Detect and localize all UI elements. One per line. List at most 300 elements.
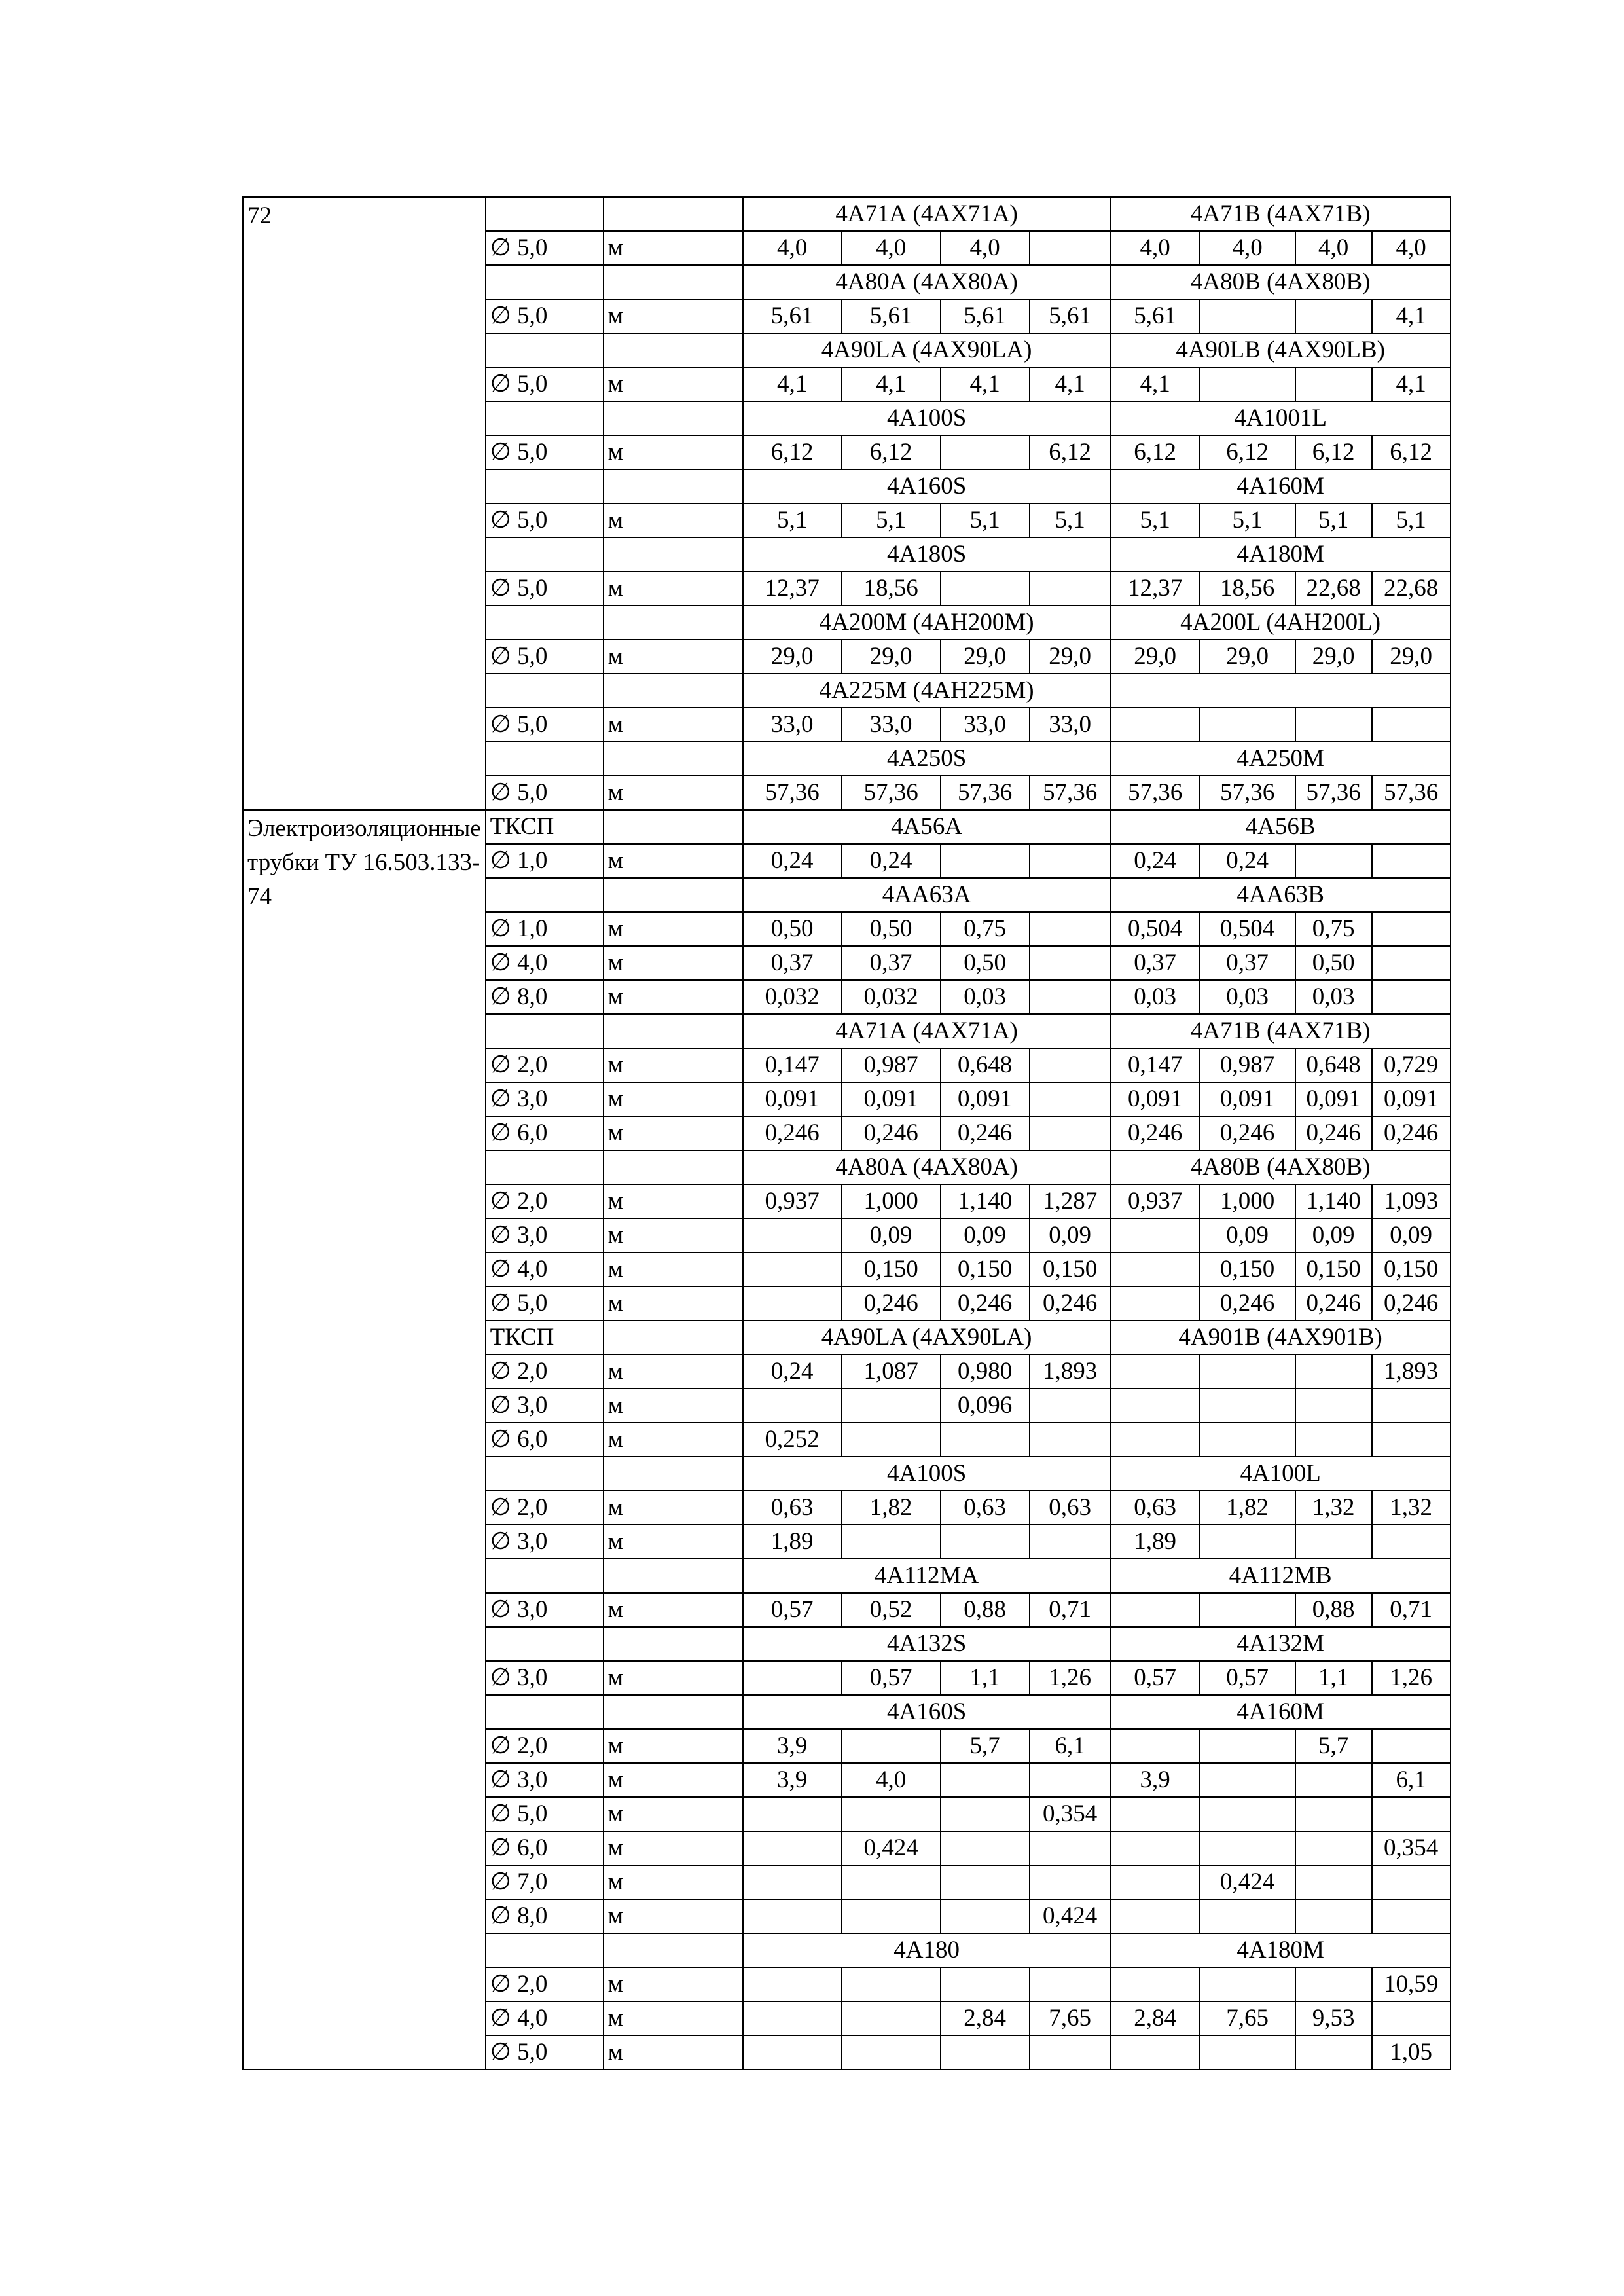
value-cell: 5,7 <box>941 1729 1030 1763</box>
value-cell: 3,9 <box>1111 1763 1200 1797</box>
unit-cell: м <box>604 1525 743 1559</box>
value-cell: 0,354 <box>1372 1831 1451 1865</box>
value-cell <box>941 572 1030 606</box>
diameter-cell: ∅ 5,0 <box>486 299 604 333</box>
value-cell <box>1200 1831 1295 1865</box>
diameter-cell <box>486 742 604 776</box>
value-cell: 29,0 <box>1200 640 1295 674</box>
value-cell: 0,246 <box>1200 1116 1295 1150</box>
diameter-cell <box>486 1933 604 1967</box>
unit-cell: м <box>604 367 743 401</box>
value-cell: 0,032 <box>842 980 941 1014</box>
value-cell: 0,09 <box>1295 1218 1372 1252</box>
value-cell <box>941 1423 1030 1457</box>
value-cell <box>1111 708 1200 742</box>
motor-type-right: 4А132М <box>1111 1627 1451 1661</box>
diameter-cell: ∅ 5,0 <box>486 640 604 674</box>
unit-cell <box>604 197 743 231</box>
diameter-cell: ∅ 4,0 <box>486 946 604 980</box>
value-cell: 0,57 <box>743 1593 842 1627</box>
value-cell <box>1372 1389 1451 1423</box>
value-cell: 0,937 <box>743 1184 842 1218</box>
motor-type-left: 4А180S <box>743 538 1111 572</box>
value-cell: 0,091 <box>941 1082 1030 1116</box>
value-cell <box>743 1252 842 1286</box>
value-cell <box>1295 1763 1372 1797</box>
value-cell <box>1030 1763 1111 1797</box>
value-cell: 4,1 <box>842 367 941 401</box>
value-cell <box>743 1967 842 2001</box>
unit-cell: м <box>604 1491 743 1525</box>
value-cell <box>1111 1729 1200 1763</box>
diameter-cell: ∅ 2,0 <box>486 1967 604 2001</box>
value-cell: 0,50 <box>1295 946 1372 980</box>
value-cell <box>1200 1423 1295 1457</box>
value-cell: 0,150 <box>941 1252 1030 1286</box>
value-cell <box>1030 844 1111 878</box>
motor-type-left: 4А56А <box>743 810 1111 844</box>
diameter-cell: ∅ 5,0 <box>486 1797 604 1831</box>
value-cell: 0,147 <box>1111 1048 1200 1082</box>
unit-cell: м <box>604 912 743 946</box>
value-cell <box>743 1899 842 1933</box>
motor-type-right: 4А80В (4АХ80В) <box>1111 1150 1451 1184</box>
value-cell: 0,24 <box>743 1355 842 1389</box>
value-cell: 1,32 <box>1372 1491 1451 1525</box>
material-cell: Электроизоляционные трубки ТУ 16.503.133-74 <box>243 810 486 2069</box>
value-cell <box>1030 980 1111 1014</box>
value-cell: 4,1 <box>743 367 842 401</box>
diameter-cell <box>486 878 604 912</box>
value-cell <box>842 1865 941 1899</box>
unit-cell: м <box>604 2035 743 2069</box>
diameter-cell: ∅ 6,0 <box>486 1831 604 1865</box>
value-cell <box>941 1797 1030 1831</box>
unit-cell <box>604 265 743 299</box>
diameter-cell <box>486 674 604 708</box>
value-cell: 5,1 <box>1200 503 1295 538</box>
diameter-cell: ∅ 5,0 <box>486 708 604 742</box>
value-cell: 0,150 <box>1372 1252 1451 1286</box>
material-cell: 72 <box>243 197 486 810</box>
value-cell <box>1372 1525 1451 1559</box>
diameter-cell: ∅ 5,0 <box>486 1286 604 1321</box>
diameter-cell <box>486 1014 604 1048</box>
value-cell: 1,140 <box>941 1184 1030 1218</box>
diameter-cell: ∅ 8,0 <box>486 980 604 1014</box>
value-cell <box>1200 367 1295 401</box>
diameter-cell: ∅ 2,0 <box>486 1184 604 1218</box>
value-cell <box>1030 1525 1111 1559</box>
value-cell <box>1295 1797 1372 1831</box>
value-cell <box>1030 1423 1111 1457</box>
value-cell: 1,26 <box>1030 1661 1111 1695</box>
value-cell <box>1111 2035 1200 2069</box>
value-cell: 0,091 <box>1295 1082 1372 1116</box>
value-cell: 57,36 <box>1030 776 1111 810</box>
value-cell: 0,50 <box>842 912 941 946</box>
motor-type-left: 4А225М (4АН225М) <box>743 674 1111 708</box>
value-cell <box>1030 1389 1111 1423</box>
unit-cell <box>604 1150 743 1184</box>
value-cell <box>1111 1218 1200 1252</box>
value-cell: 0,246 <box>1372 1286 1451 1321</box>
diameter-cell: ∅ 1,0 <box>486 844 604 878</box>
value-cell: 22,68 <box>1372 572 1451 606</box>
unit-cell: м <box>604 1355 743 1389</box>
value-cell: 0,091 <box>743 1082 842 1116</box>
motor-type-right: 4А180М <box>1111 538 1451 572</box>
value-cell <box>842 1389 941 1423</box>
unit-cell: м <box>604 1729 743 1763</box>
diameter-cell <box>486 401 604 435</box>
value-cell <box>1030 912 1111 946</box>
value-cell: 1,000 <box>1200 1184 1295 1218</box>
value-cell: 0,246 <box>1111 1116 1200 1150</box>
value-cell: 0,246 <box>1295 1116 1372 1150</box>
motor-type-left: 4А180 <box>743 1933 1111 1967</box>
diameter-cell <box>486 1695 604 1729</box>
motor-type-right: 4А250М <box>1111 742 1451 776</box>
motor-type-right: 4А1001L <box>1111 401 1451 435</box>
value-cell <box>1200 1967 1295 2001</box>
unit-cell: м <box>604 1252 743 1286</box>
value-cell: 0,24 <box>1200 844 1295 878</box>
value-cell: 0,03 <box>1295 980 1372 1014</box>
unit-cell: м <box>604 231 743 265</box>
value-cell <box>1372 708 1451 742</box>
value-cell <box>1372 1729 1451 1763</box>
unit-cell: м <box>604 946 743 980</box>
value-cell: 0,032 <box>743 980 842 1014</box>
unit-cell <box>604 1627 743 1661</box>
diameter-cell: ∅ 2,0 <box>486 1048 604 1082</box>
value-cell: 0,03 <box>941 980 1030 1014</box>
unit-cell: м <box>604 503 743 538</box>
value-cell <box>1372 1797 1451 1831</box>
value-cell: 4,0 <box>743 231 842 265</box>
value-cell: 5,7 <box>1295 1729 1372 1763</box>
value-cell: 3,9 <box>743 1763 842 1797</box>
value-cell: 57,36 <box>1295 776 1372 810</box>
value-cell: 1,89 <box>743 1525 842 1559</box>
value-cell <box>941 1525 1030 1559</box>
value-cell: 0,987 <box>1200 1048 1295 1082</box>
value-cell: 0,246 <box>1200 1286 1295 1321</box>
motor-type-left: 4А100S <box>743 1457 1111 1491</box>
value-cell <box>941 435 1030 469</box>
value-cell: 0,75 <box>1295 912 1372 946</box>
unit-cell: м <box>604 1831 743 1865</box>
value-cell <box>1295 1525 1372 1559</box>
value-cell: 0,09 <box>1200 1218 1295 1252</box>
value-cell: 0,246 <box>1372 1116 1451 1150</box>
motor-type-right: 4А80В (4АХ80В) <box>1111 265 1451 299</box>
value-cell: 6,1 <box>1030 1729 1111 1763</box>
value-cell: 0,09 <box>842 1218 941 1252</box>
diameter-cell: ∅ 5,0 <box>486 776 604 810</box>
value-cell: 5,1 <box>1030 503 1111 538</box>
motor-type-left: 4А200М (4АН200М) <box>743 606 1111 640</box>
value-cell <box>1111 1967 1200 2001</box>
value-cell: 0,504 <box>1200 912 1295 946</box>
diameter-cell <box>486 265 604 299</box>
value-cell: 0,71 <box>1372 1593 1451 1627</box>
value-cell <box>1295 1967 1372 2001</box>
diameter-cell: ∅ 5,0 <box>486 435 604 469</box>
value-cell <box>1295 1389 1372 1423</box>
unit-cell: м <box>604 1763 743 1797</box>
unit-cell <box>604 1014 743 1048</box>
diameter-cell <box>486 1150 604 1184</box>
diameter-cell: ТКСП <box>486 1321 604 1355</box>
value-cell <box>1200 1763 1295 1797</box>
diameter-cell: ∅ 5,0 <box>486 231 604 265</box>
value-cell: 1,093 <box>1372 1184 1451 1218</box>
unit-cell <box>604 1559 743 1593</box>
value-cell: 12,37 <box>1111 572 1200 606</box>
value-cell: 57,36 <box>1200 776 1295 810</box>
value-cell: 57,36 <box>743 776 842 810</box>
unit-cell <box>604 742 743 776</box>
value-cell <box>1030 1116 1111 1150</box>
value-cell: 0,091 <box>1372 1082 1451 1116</box>
unit-cell: м <box>604 1389 743 1423</box>
value-cell: 1,1 <box>941 1661 1030 1695</box>
value-cell: 18,56 <box>842 572 941 606</box>
motor-type-left: 4АА63А <box>743 878 1111 912</box>
value-cell: 0,24 <box>842 844 941 878</box>
value-cell <box>1295 1355 1372 1389</box>
diameter-cell <box>486 538 604 572</box>
value-cell <box>743 1865 842 1899</box>
value-cell: 4,0 <box>1372 231 1451 265</box>
unit-cell: м <box>604 1593 743 1627</box>
value-cell: 1,82 <box>842 1491 941 1525</box>
value-cell: 0,091 <box>842 1082 941 1116</box>
value-cell <box>1111 1355 1200 1389</box>
value-cell: 0,252 <box>743 1423 842 1457</box>
value-cell <box>1372 2001 1451 2035</box>
value-cell <box>1111 1831 1200 1865</box>
motor-type-left: 4А132S <box>743 1627 1111 1661</box>
unit-cell <box>604 1457 743 1491</box>
value-cell: 4,1 <box>1030 367 1111 401</box>
value-cell <box>1200 708 1295 742</box>
value-cell: 29,0 <box>941 640 1030 674</box>
value-cell <box>1200 1797 1295 1831</box>
value-cell: 57,36 <box>1372 776 1451 810</box>
value-cell: 29,0 <box>1111 640 1200 674</box>
value-cell: 1,05 <box>1372 2035 1451 2069</box>
motor-type-right: 4А71В (4АХ71В) <box>1111 197 1451 231</box>
value-cell: 57,36 <box>941 776 1030 810</box>
value-cell: 0,150 <box>1295 1252 1372 1286</box>
value-cell: 4,1 <box>1372 299 1451 333</box>
motor-type-left: 4А160S <box>743 1695 1111 1729</box>
motor-type-right: 4А90LB (4AX90LB) <box>1111 333 1451 367</box>
diameter-cell <box>486 1627 604 1661</box>
value-cell: 0,52 <box>842 1593 941 1627</box>
value-cell: 5,1 <box>842 503 941 538</box>
value-cell: 1,087 <box>842 1355 941 1389</box>
value-cell: 0,150 <box>842 1252 941 1286</box>
motor-type-right: 4А200L (4АН200L) <box>1111 606 1451 640</box>
value-cell: 0,729 <box>1372 1048 1451 1082</box>
value-cell: 0,88 <box>941 1593 1030 1627</box>
unit-cell: м <box>604 299 743 333</box>
value-cell: 33,0 <box>743 708 842 742</box>
motor-type-left: 4А90LA (4AX90LA) <box>743 333 1111 367</box>
unit-cell <box>604 674 743 708</box>
value-cell <box>743 2035 842 2069</box>
value-cell <box>1200 1593 1295 1627</box>
value-cell: 0,03 <box>1200 980 1295 1014</box>
value-cell: 0,246 <box>743 1116 842 1150</box>
value-cell: 0,09 <box>1372 1218 1451 1252</box>
value-cell: 3,9 <box>743 1729 842 1763</box>
value-cell: 0,63 <box>1111 1491 1200 1525</box>
value-cell: 0,37 <box>842 946 941 980</box>
motor-type-right: 4А160М <box>1111 1695 1451 1729</box>
value-cell <box>941 1763 1030 1797</box>
value-cell <box>1200 1355 1295 1389</box>
diameter-cell: ∅ 3,0 <box>486 1593 604 1627</box>
diameter-cell: ∅ 2,0 <box>486 1491 604 1525</box>
value-cell <box>1200 1525 1295 1559</box>
value-cell: 0,424 <box>1200 1865 1295 1899</box>
diameter-cell <box>486 197 604 231</box>
unit-cell: м <box>604 844 743 878</box>
value-cell: 0,648 <box>941 1048 1030 1082</box>
value-cell: 29,0 <box>1030 640 1111 674</box>
value-cell: 0,246 <box>842 1116 941 1150</box>
value-cell <box>1111 1593 1200 1627</box>
motor-type-right: 4А71В (4АХ71В) <box>1111 1014 1451 1048</box>
value-cell <box>842 1525 941 1559</box>
motor-type-left: 4А90LA (4AX90LA) <box>743 1321 1111 1355</box>
value-cell: 0,88 <box>1295 1593 1372 1627</box>
value-cell: 0,150 <box>1200 1252 1295 1286</box>
motor-type-left: 4А71А (4АХ71А) <box>743 197 1111 231</box>
diameter-cell <box>486 1559 604 1593</box>
value-cell: 5,61 <box>941 299 1030 333</box>
diameter-cell: ∅ 3,0 <box>486 1763 604 1797</box>
value-cell: 0,57 <box>1200 1661 1295 1695</box>
value-cell: 57,36 <box>842 776 941 810</box>
motor-header-row <box>243 810 1451 844</box>
value-cell: 0,246 <box>1295 1286 1372 1321</box>
motor-type-right: 4А56В <box>1111 810 1451 844</box>
unit-cell: м <box>604 1661 743 1695</box>
unit-cell <box>604 1695 743 1729</box>
value-cell <box>842 1423 941 1457</box>
value-cell: 2,84 <box>941 2001 1030 2035</box>
value-cell: 0,246 <box>941 1286 1030 1321</box>
value-cell <box>1030 231 1111 265</box>
value-cell: 0,37 <box>1200 946 1295 980</box>
value-cell: 0,24 <box>743 844 842 878</box>
value-cell: 0,57 <box>842 1661 941 1695</box>
value-cell: 6,12 <box>1111 435 1200 469</box>
value-cell <box>743 2001 842 2035</box>
diameter-cell: ∅ 4,0 <box>486 1252 604 1286</box>
unit-cell: м <box>604 1423 743 1457</box>
value-cell <box>1372 1423 1451 1457</box>
value-cell <box>743 1797 842 1831</box>
value-cell: 33,0 <box>1030 708 1111 742</box>
unit-cell: м <box>604 1048 743 1082</box>
value-cell <box>1372 844 1451 878</box>
motor-type-right: 4А160М <box>1111 469 1451 503</box>
diameter-cell: ∅ 3,0 <box>486 1218 604 1252</box>
value-cell <box>842 1899 941 1933</box>
value-cell: 0,75 <box>941 912 1030 946</box>
value-cell: 1,26 <box>1372 1661 1451 1695</box>
value-cell: 5,61 <box>842 299 941 333</box>
value-cell: 0,50 <box>743 912 842 946</box>
value-cell: 0,150 <box>1030 1252 1111 1286</box>
value-cell: 57,36 <box>1111 776 1200 810</box>
value-cell: 0,987 <box>842 1048 941 1082</box>
value-cell: 33,0 <box>842 708 941 742</box>
unit-cell <box>604 878 743 912</box>
unit-cell: м <box>604 1797 743 1831</box>
value-cell: 6,12 <box>1200 435 1295 469</box>
value-cell: 0,937 <box>1111 1184 1200 1218</box>
value-cell: 0,424 <box>842 1831 941 1865</box>
value-cell: 4,0 <box>842 1763 941 1797</box>
value-cell: 0,03 <box>1111 980 1200 1014</box>
value-cell <box>1030 946 1111 980</box>
value-cell: 4,0 <box>842 231 941 265</box>
unit-cell: м <box>604 980 743 1014</box>
value-cell: 12,37 <box>743 572 842 606</box>
value-cell: 10,59 <box>1372 1967 1451 2001</box>
motor-type-left: 4А80А (4АХ80А) <box>743 1150 1111 1184</box>
value-cell: 29,0 <box>842 640 941 674</box>
value-cell: 1,32 <box>1295 1491 1372 1525</box>
value-cell: 4,1 <box>941 367 1030 401</box>
value-cell <box>842 1967 941 2001</box>
value-cell: 6,12 <box>842 435 941 469</box>
value-cell: 0,63 <box>743 1491 842 1525</box>
value-cell <box>1200 1729 1295 1763</box>
value-cell <box>743 1218 842 1252</box>
value-cell: 4,0 <box>1111 231 1200 265</box>
diameter-cell: ∅ 4,0 <box>486 2001 604 2035</box>
value-cell: 0,354 <box>1030 1797 1111 1831</box>
unit-cell: м <box>604 708 743 742</box>
value-cell: 0,147 <box>743 1048 842 1082</box>
unit-cell: м <box>604 1184 743 1218</box>
value-cell: 5,1 <box>1372 503 1451 538</box>
value-cell: 1,1 <box>1295 1661 1372 1695</box>
unit-cell <box>604 401 743 435</box>
value-cell: 5,61 <box>743 299 842 333</box>
value-cell: 5,1 <box>743 503 842 538</box>
unit-cell: м <box>604 1082 743 1116</box>
diameter-cell: ∅ 1,0 <box>486 912 604 946</box>
value-cell <box>1295 1423 1372 1457</box>
diameter-cell: ∅ 7,0 <box>486 1865 604 1899</box>
value-cell <box>1111 1252 1200 1286</box>
value-cell <box>1372 1865 1451 1899</box>
value-cell <box>941 844 1030 878</box>
value-cell: 0,09 <box>1030 1218 1111 1252</box>
value-cell <box>1030 1048 1111 1082</box>
unit-cell <box>604 1321 743 1355</box>
